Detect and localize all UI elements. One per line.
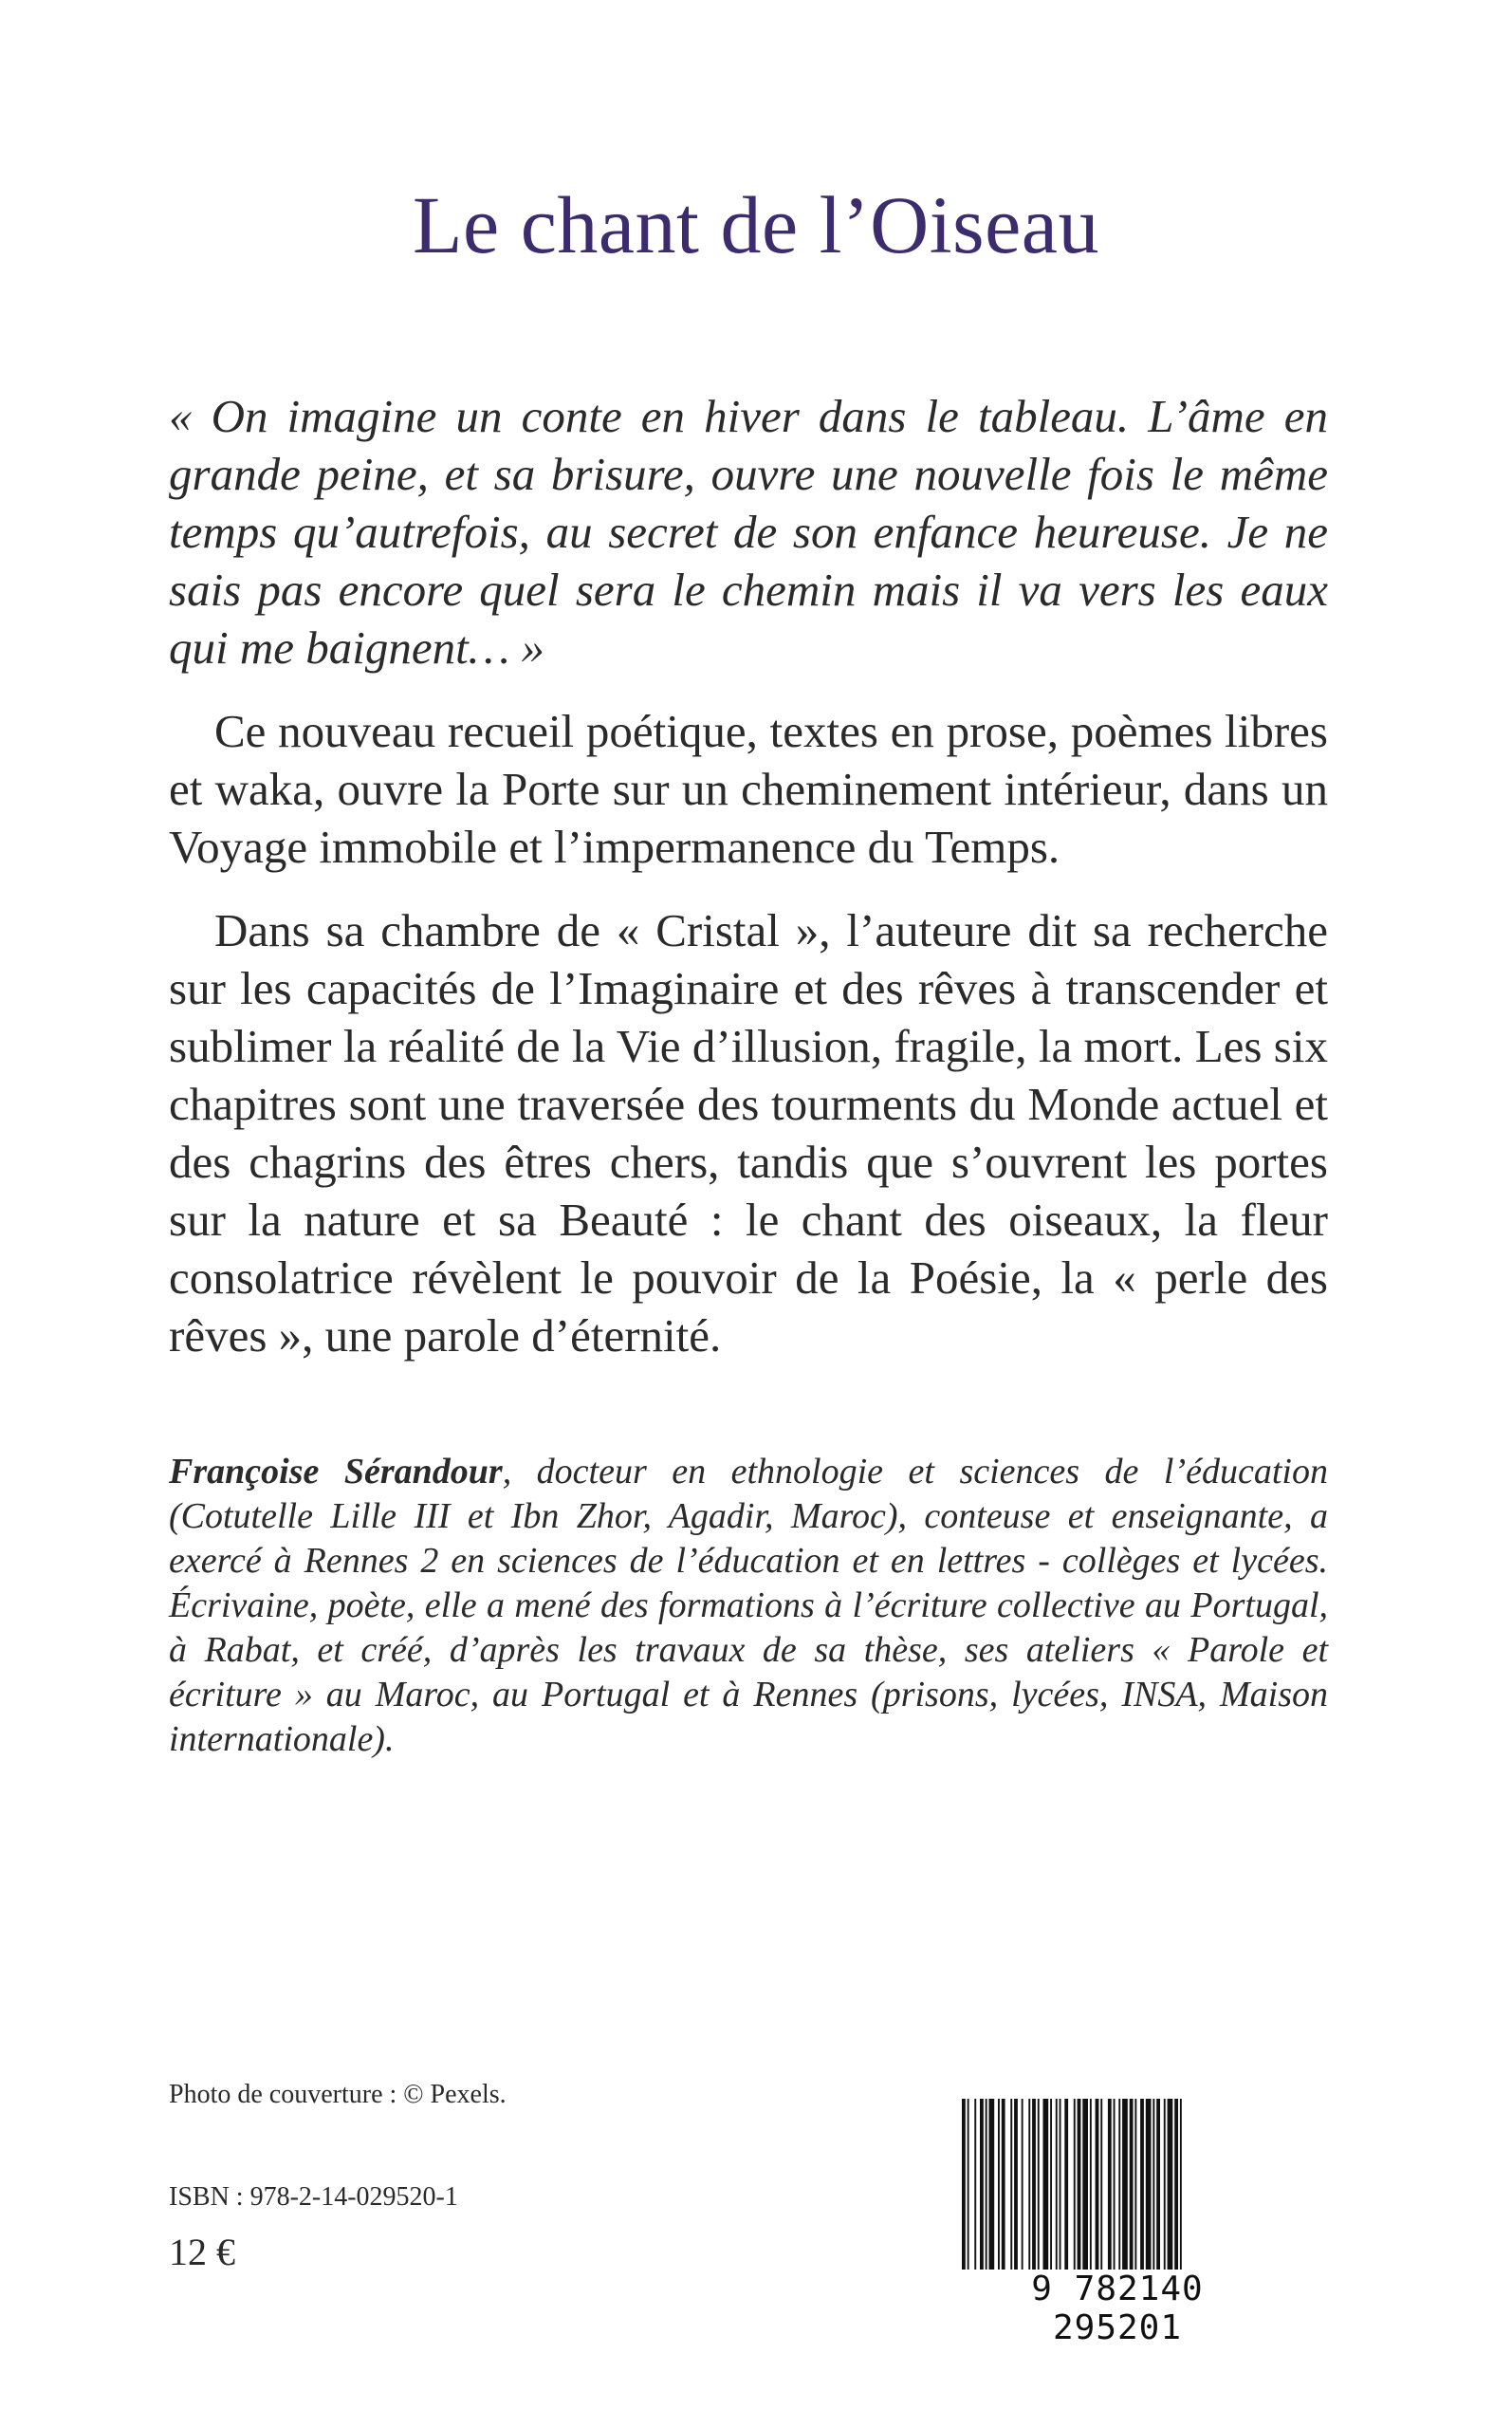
- epigraph-quote: « On imagine un conte en hiver dans le tableau. L’âme en grande peine, et sa brisure, ouvre une nouvelle fois le même temps qu’autrefois, au secret de son enfance heureuse. Je ne sais pas encore quel sera le chemin mais il va vers les eaux qui me baignent… »: [169, 390, 1328, 674]
- price: 12 €: [169, 2231, 235, 2273]
- author-bio: [169, 1450, 1328, 1762]
- photo-credit: Photo de couverture : © Pexels.: [169, 2080, 507, 2109]
- description-paragraph-2: Dans sa chambre de « Cristal », l’auteure dit sa recherche sur les capacités de l’Imaginaire et des rêves à transcender et sublimer la réalité de la Vie d’illusion, fragile, la mort. Les six chapitres sont une traversée des tourments du Monde actuel et des chagrins des êtres chers, tandis que s’ouvrent les portes sur la nature et sa Beauté : le chant des oiseaux, la fleur consolatrice révèlent le pouvoir de la Poésie, la « perle des rêves », une parole d’éternité.: [169, 904, 1328, 1362]
- author-bio-text: , docteur en ethnologie et sciences de l’éducation (Cotutelle Lille III et Ibn Zhor, Agadir, Maroc), conteuse et enseignante, a exercé à Rennes 2 en sciences de l’éducation et en lettres - collèges et lycées. Écrivaine, poète, elle a mené des formations à l’écriture collective au Portugal, à Rabat, et créé, d’après les travaux de sa thèse, ses ateliers « Parole et écriture » au Maroc, au Portugal et à Rennes (prisons, lycées, INSA, Maison internationale).: [169, 1452, 1328, 1759]
- description-paragraph-1: Ce nouveau recueil poétique, textes en prose, poèmes libres et waka, ouvre la Porte sur un cheminement intérieur, dans un Voyage immobile et l’impermanence du Temps.: [169, 705, 1328, 873]
- isbn: ISBN : 978-2-14-029520-1: [169, 2182, 458, 2212]
- barcode-digits: 9 782140 295201: [958, 2270, 1277, 2347]
- author-name: Françoise Sérandour: [169, 1452, 503, 1492]
- book-title: Le chant de l’Oiseau: [413, 179, 1099, 270]
